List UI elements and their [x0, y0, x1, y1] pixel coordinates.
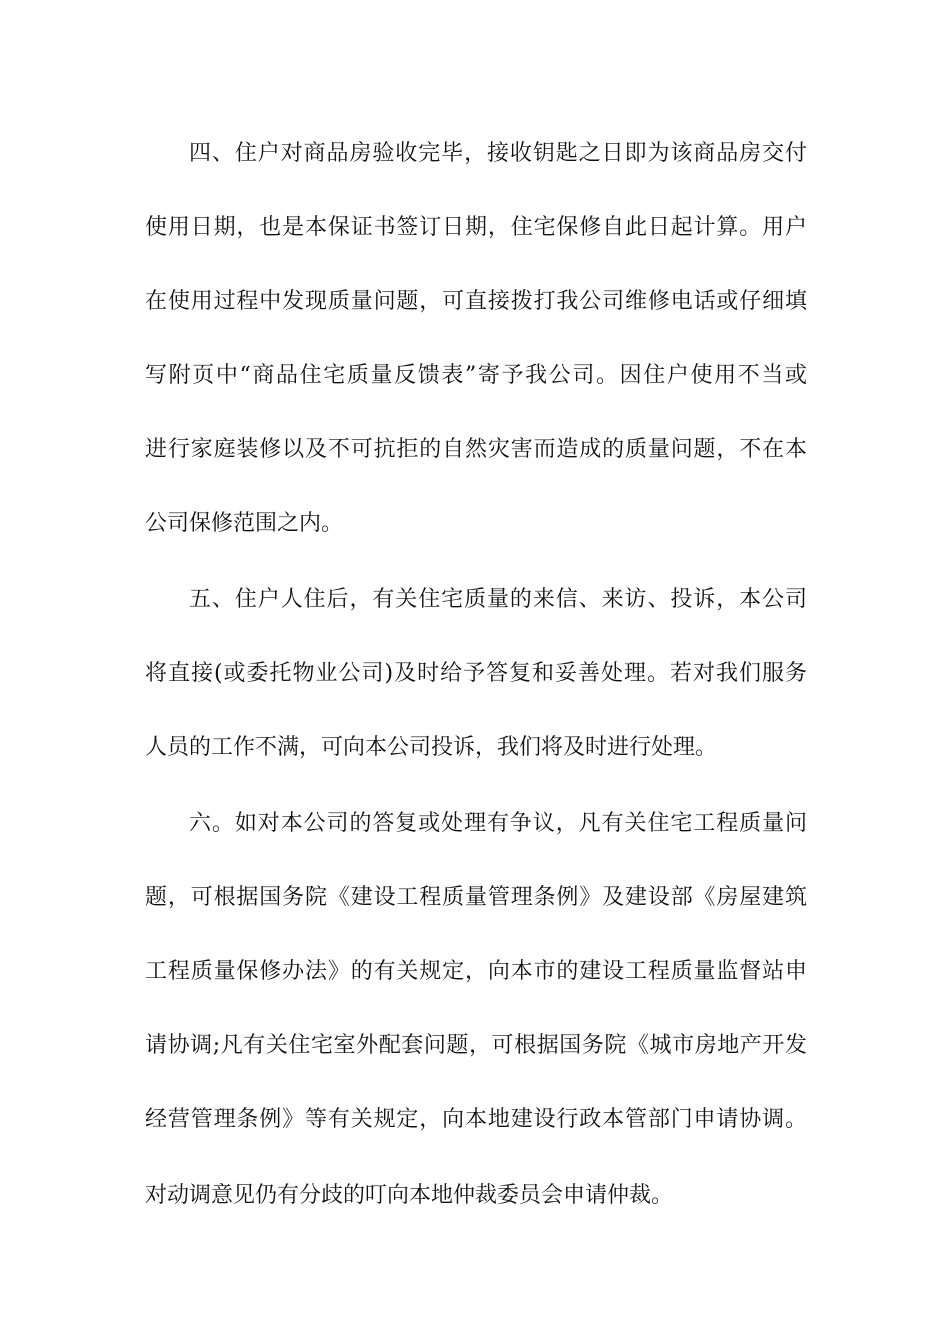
paragraph-4-line-5: 进行家庭装修以及不可抗拒的自然灾害而造成的质量问题，不在本: [145, 437, 807, 462]
paragraph-6-line-4: 请协调;凡有关住宅室外配套问题，可根据国务院《城市房地产开发: [145, 1033, 807, 1058]
paragraph-5-line-1: 五、住户人住后，有关住宅质量的来信、来访、投诉，本公司: [189, 587, 807, 612]
paragraph-4-line-1: 四、住户对商品房验收完毕，接收钥匙之日即为该商品房交付: [189, 141, 807, 166]
paragraph-6-line-5: 经营管理条例》等有关规定，向本地建设行政本管部门申请协调。: [145, 1107, 807, 1132]
paragraph-5-line-2: 将直接(或委托物业公司)及时给予答复和妥善处理。若对我们服务: [145, 661, 807, 686]
paragraph-6-line-3: 工程质量保修办法》的有关规定，向本市的建设工程质量监督站申: [145, 959, 807, 984]
paragraph-6-line-2: 题，可根据国务院《建设工程质量管理条例》及建设部《房屋建筑: [145, 885, 807, 910]
paragraph-6-line-6: 对动调意见仍有分歧的叮向本地仲裁委员会申请仲裁。: [145, 1183, 674, 1208]
paragraph-4-line-4: 写附页中“商品住宅质量反馈表”寄予我公司。因住户使用不当或: [145, 363, 807, 388]
paragraph-6-line-1: 六。如对本公司的答复或处理有争议，凡有关住宅工程质量问: [189, 811, 807, 836]
paragraph-5-line-3: 人员的工作不满，可向本公司投诉，我们将及时进行处理。: [145, 735, 718, 760]
paragraph-4-line-2: 使用日期，也是本保证书签订日期，住宅保修自此日起计算。用户: [145, 215, 807, 240]
paragraph-4-line-3: 在使用过程中发现质量问题，可直接拨打我公司维修电话或仔细填: [145, 289, 807, 314]
paragraph-4-line-6: 公司保修范围之内。: [145, 511, 344, 536]
